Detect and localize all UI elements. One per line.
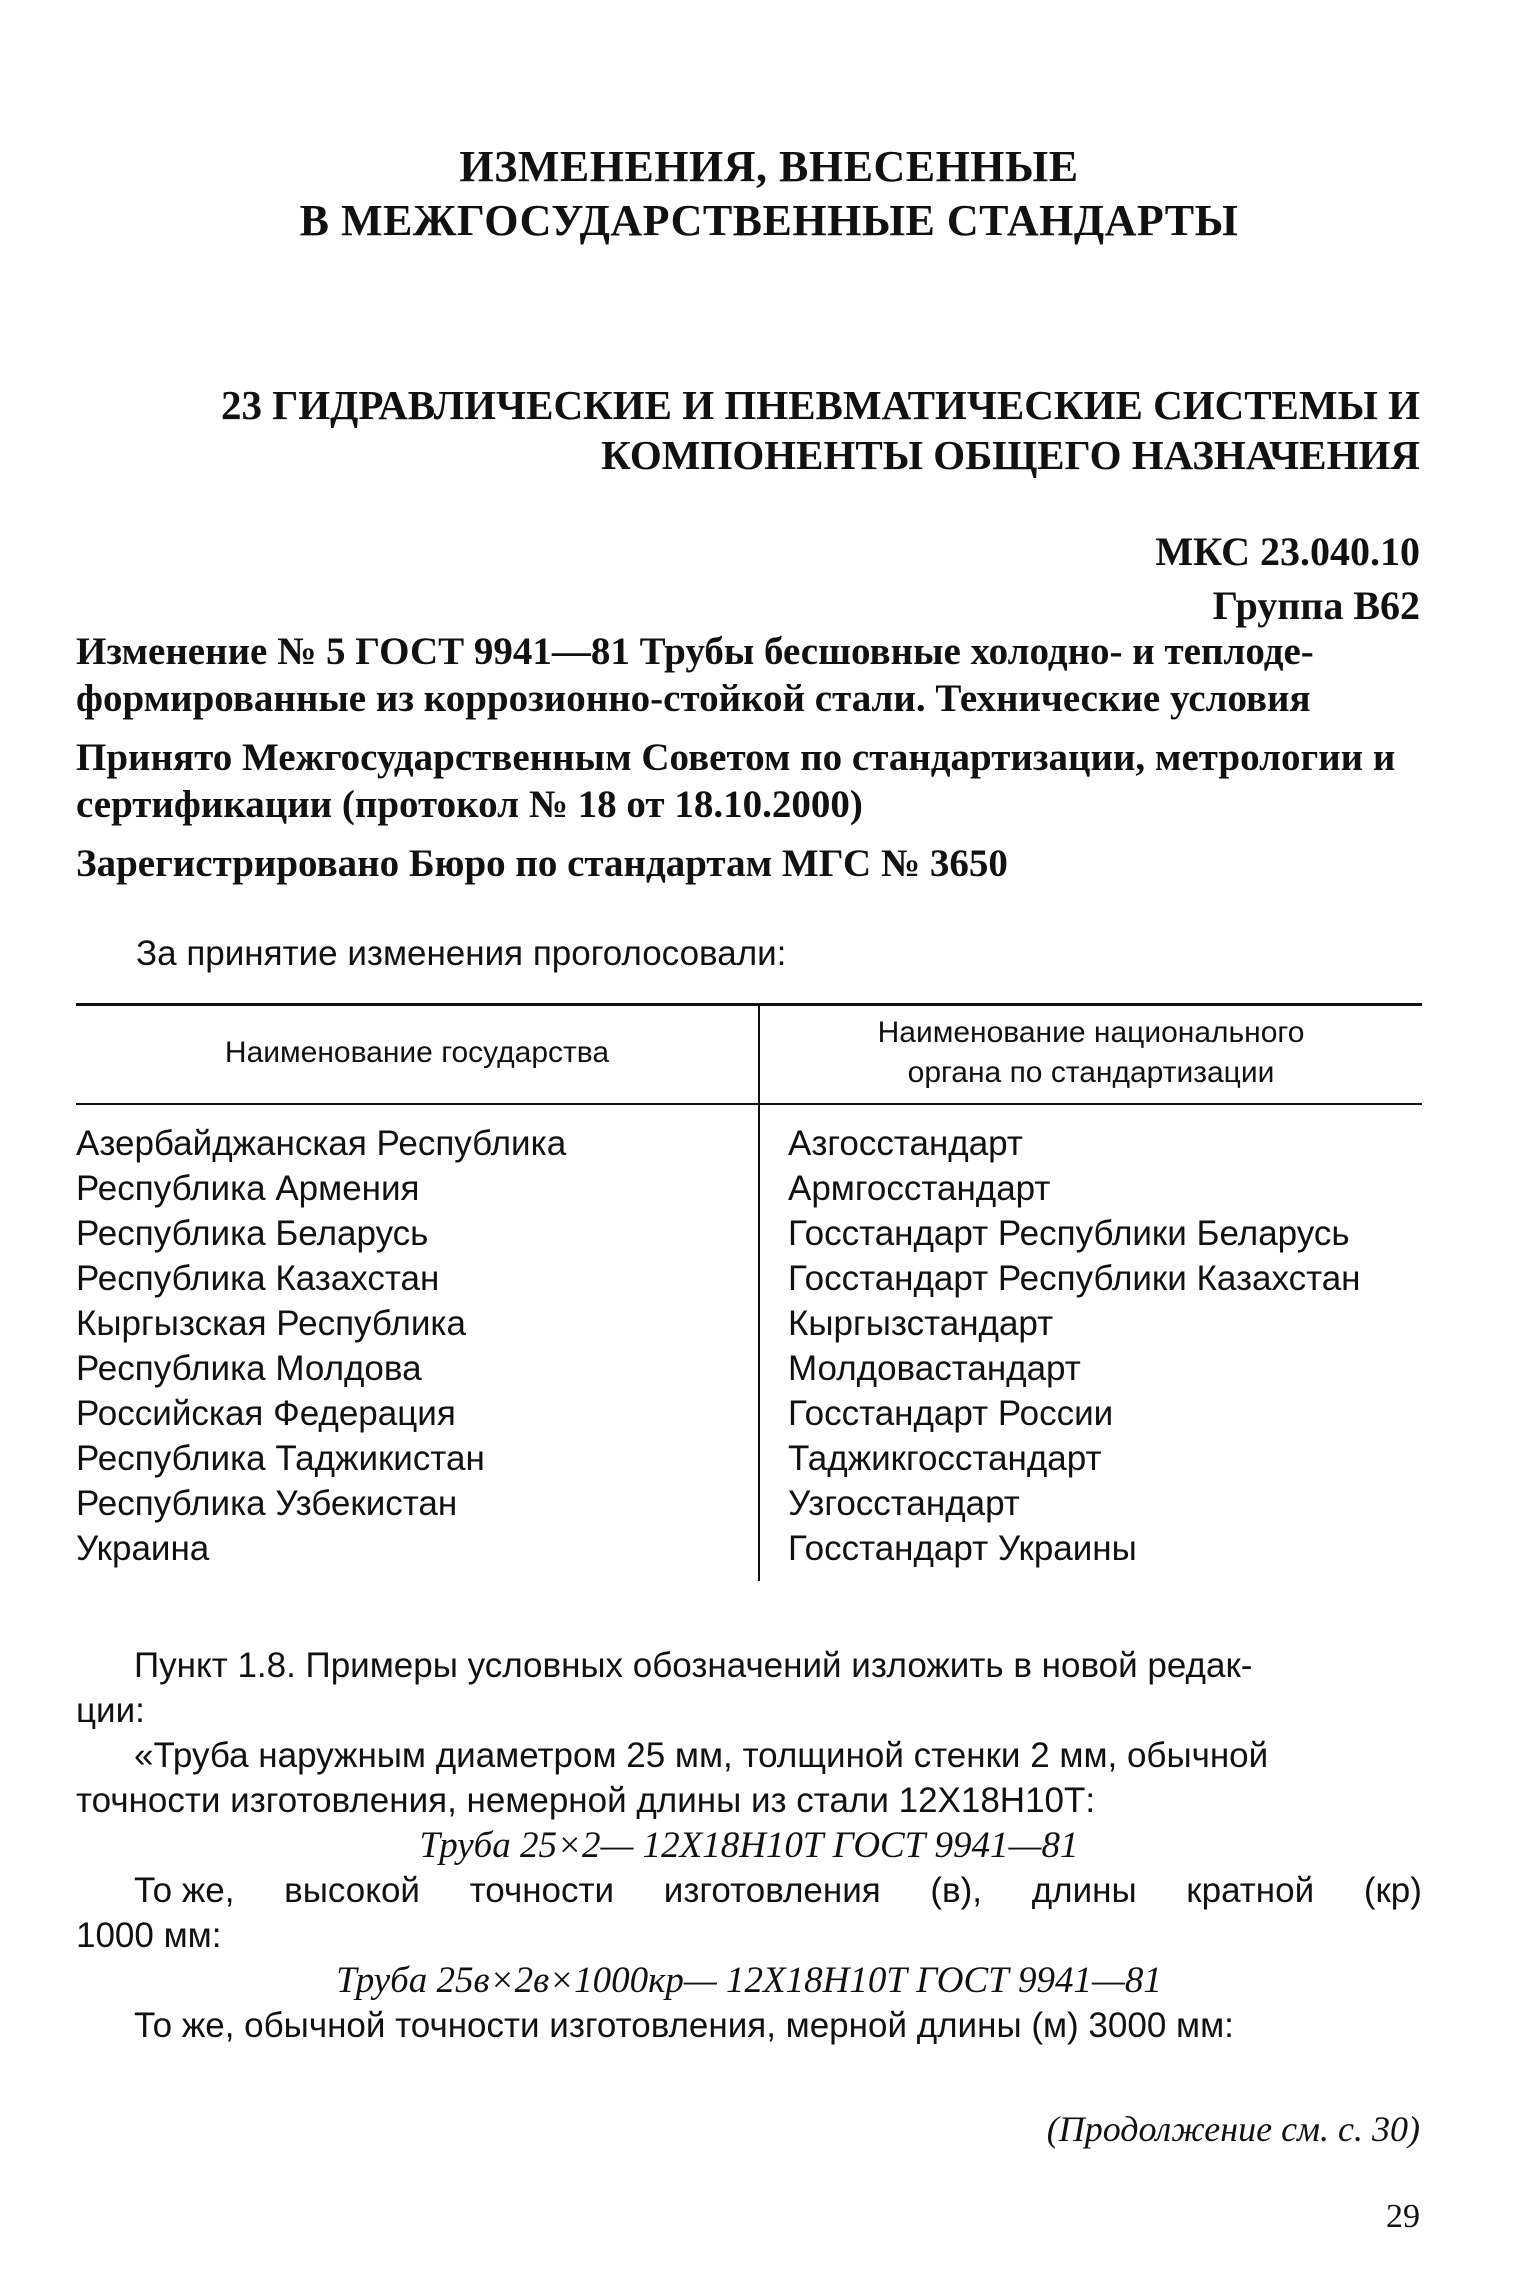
states-column	[76, 1121, 566, 1571]
word: (кр)	[1363, 1871, 1422, 1910]
body-cell: Армгосстандарт	[788, 1169, 1051, 1208]
column-header-body	[760, 1013, 1422, 1093]
amendment-text	[76, 1643, 1422, 2048]
paragraph-2-line-2: точности изготовления, немерной длины из стали 12Х18Н10Т:	[76, 1781, 1096, 1820]
body-cell: Таджикгосстандарт	[788, 1439, 1102, 1478]
vote-intro: За принятие изменения проголосовали:	[136, 934, 787, 973]
state-cell: Кыргызская Республика	[76, 1304, 466, 1343]
registration-note	[76, 840, 1420, 887]
adoption-note-line-2: сертификации (протокол № 18 от 18.10.2000)	[76, 783, 863, 826]
paragraph-1-line-2: ции:	[76, 1691, 145, 1730]
paragraph-3-line-2: 1000 мм:	[76, 1916, 222, 1955]
word: высокой	[284, 1871, 420, 1910]
column-header-state: Наименование государства	[224, 1036, 610, 1069]
paragraph-1-line-1: Пункт 1.8. Примеры условных обозначений изложить в новой редак-	[134, 1646, 1253, 1685]
document-title	[160, 140, 1378, 248]
change-info	[76, 628, 1420, 899]
registration-note-line: Зарегистрировано Бюро по стандартам МГС № 3650	[76, 842, 1008, 885]
body-cell: Госстандарт Республики Беларусь	[788, 1214, 1350, 1253]
title-line-2: В МЕЖГОСУДАРСТВЕННЫЕ СТАНДАРТЫ	[299, 196, 1239, 245]
state-cell: Республика Беларусь	[76, 1214, 429, 1253]
bodies-column	[788, 1121, 1361, 1571]
adoption-note	[76, 734, 1420, 828]
mks-code: МКС 23.040.10	[1155, 529, 1420, 574]
state-cell: Азербайджанская Республика	[76, 1124, 567, 1163]
body-cell: Азгосстандарт	[788, 1124, 1023, 1163]
paragraph-2-line-1: «Труба наружным диаметром 25 мм, толщиной стенки 2 мм, обычной	[134, 1736, 1269, 1775]
state-cell: Республика Молдова	[76, 1349, 422, 1388]
state-cell: Республика Узбекистан	[76, 1484, 458, 1523]
word: кратной	[1186, 1871, 1315, 1910]
adoption-note-line-1: Принято Межгосударственным Советом по стандартизации, метрологии и	[76, 736, 1396, 779]
change-title-line-1: Изменение № 5 ГОСТ 9941—81 Трубы бесшовные холодно- и теплоде-	[76, 630, 1314, 673]
word: длины	[1031, 1871, 1137, 1910]
state-cell: Республика Казахстан	[76, 1259, 440, 1298]
table-top-rule	[76, 1003, 1422, 1006]
classification-codes	[1155, 525, 1420, 633]
body-cell: Госстандарт Украины	[788, 1529, 1137, 1568]
title-line-1: ИЗМЕНЕНИЯ, ВНЕСЕННЫЕ	[459, 142, 1079, 191]
column-header-body-line-1: Наименование национального	[877, 1016, 1305, 1049]
state-cell: Российская Федерация	[76, 1394, 456, 1433]
designation-example-1: Труба 25×2— 12Х18Н10Т ГОСТ 9941—81	[419, 1825, 1079, 1866]
section-heading-line-2: КОМПОНЕНТЫ ОБЩЕГО НАЗНАЧЕНИЯ	[601, 432, 1420, 478]
change-title-line-2: формированные из коррозионно-стойкой стали. Технические условия	[76, 677, 1311, 720]
word: точности	[469, 1871, 615, 1910]
column-header-body-line-2: органа по стандартизации	[907, 1056, 1275, 1089]
body-cell: Госстандарт Республики Казахстан	[788, 1259, 1361, 1298]
word: изготовления	[663, 1871, 881, 1910]
body-cell: Госстандарт России	[788, 1394, 1114, 1433]
state-cell: Республика Армения	[76, 1169, 420, 1208]
table-header-rule	[76, 1103, 1422, 1105]
section-heading	[180, 380, 1420, 480]
group-code: Группа В62	[1212, 583, 1420, 628]
word: То же,	[134, 1871, 235, 1910]
body-cell: Молдовастандарт	[788, 1349, 1081, 1388]
section-heading-line-1: 23 ГИДРАВЛИЧЕСКИЕ И ПНЕВМАТИЧЕСКИЕ СИСТЕМЫ И	[220, 382, 1420, 428]
body-cell: Кыргызстандарт	[788, 1304, 1054, 1343]
continuation-note: (Продолжение см. с. 30)	[1046, 2109, 1420, 2149]
paragraph-4-line-1: То же, обычной точности изготовления, мерной длины (м) 3000 мм:	[134, 2006, 1234, 2045]
state-cell: Республика Таджикистан	[76, 1439, 485, 1478]
state-cell: Украина	[76, 1529, 210, 1568]
body-cell: Узгосстандарт	[788, 1484, 1020, 1523]
paragraph-3-line-1	[76, 1868, 1422, 1913]
change-title	[76, 628, 1420, 722]
word: (в),	[930, 1871, 983, 1910]
page-number: 29	[1386, 2198, 1420, 2235]
designation-example-2: Труба 25в×2в×1000кр— 12Х18Н10Т ГОСТ 9941—81	[336, 1960, 1162, 2001]
